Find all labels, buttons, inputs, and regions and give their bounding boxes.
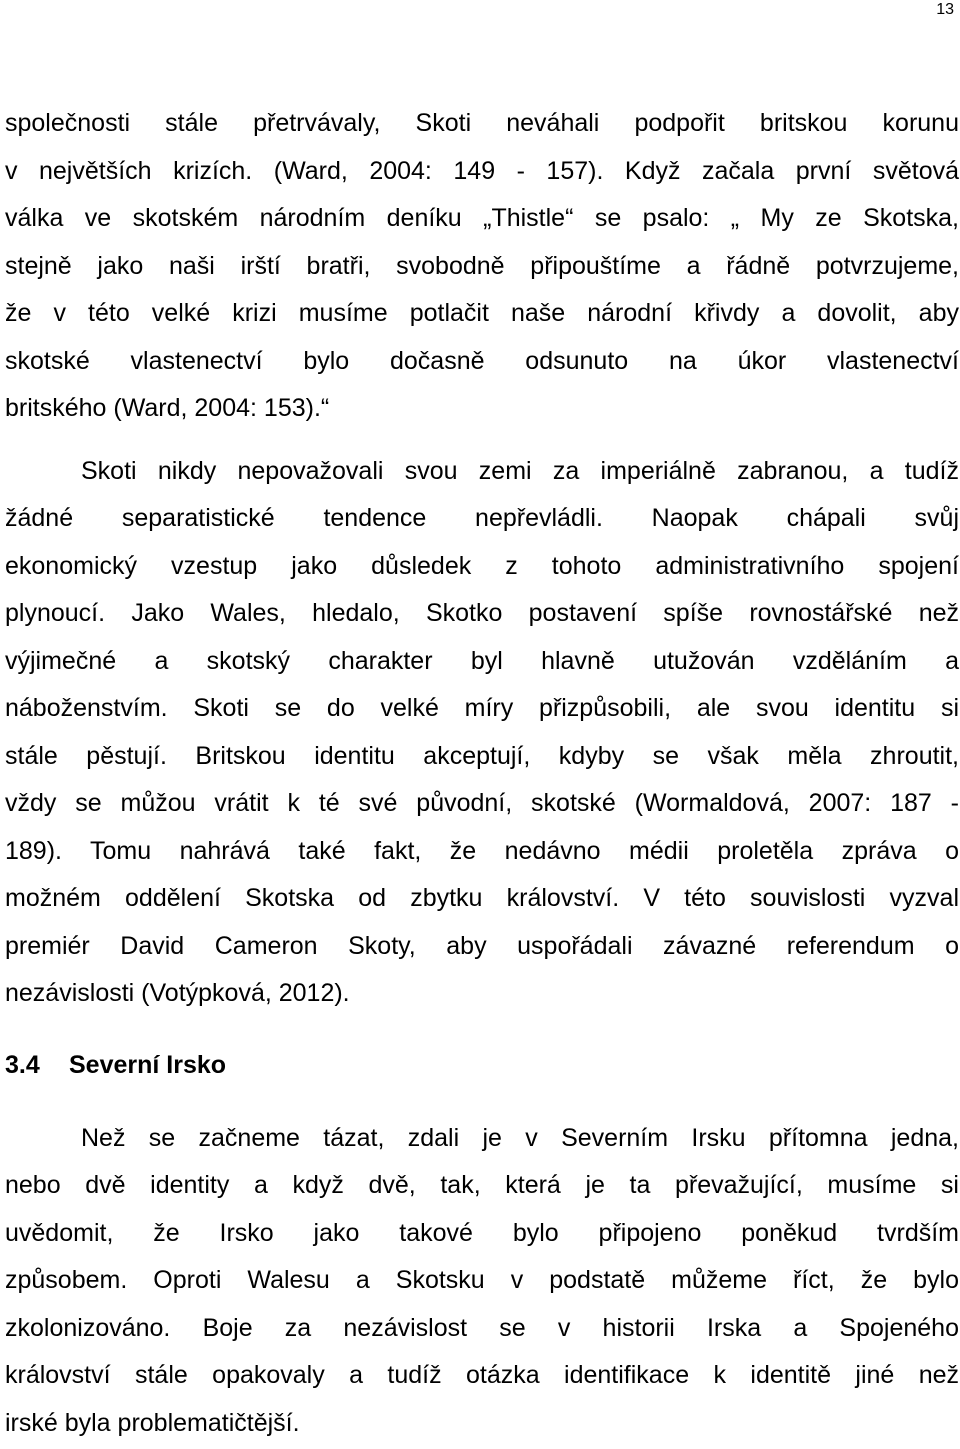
text-line: nebo dvě identity a když dvě, tak, která je ta převažující, musíme si (5, 1171, 959, 1199)
text-line: v největších krizích. (Ward, 2004: 149 - 157). Když začala první světová (5, 156, 959, 185)
paragraph-3 (5, 1115, 959, 1448)
text-line: že v této velké krizi musíme potlačit naše národní křivdy a dovolit, aby (5, 299, 959, 327)
text-line: náboženstvím. Skoti se do velké míry přizpůsobili, ale svou identitu si (5, 694, 959, 722)
text-line: irské byla problematičtější. (5, 1408, 300, 1437)
section-title: Severní Irsko (69, 1050, 227, 1079)
paragraph-gap (5, 433, 959, 448)
text-line: skotské vlastenectví bylo dočasně odsunuto na úkor vlastenectví (5, 346, 959, 375)
paragraph-1 (5, 100, 959, 433)
text-line: britského (Ward, 2004: 153).“ (5, 394, 330, 422)
section-heading (5, 1040, 959, 1090)
text-line: Než se začneme tázat, zdali je v Severním Irsku přítomna jedna, (81, 1123, 959, 1152)
text-line: Skoti nikdy nepovažovali svou zemi za imperiálně zabranou, a tudíž (81, 456, 959, 485)
section-number: 3.4 (5, 1050, 40, 1079)
text-line: stejně jako naši irští bratři, svobodně připouštíme a řádně potvrzujeme, (5, 251, 959, 280)
text-line: vždy se můžou vrátit k té své původní, skotské (Wormaldová, 2007: 187 - (5, 789, 959, 817)
text-line: zkolonizováno. Boje za nezávislost se v historii Irska a Spojeného (5, 1313, 959, 1342)
text-line: stále pěstují. Britskou identitu akceptují, kdyby se však měla zhroutit, (5, 741, 959, 770)
page-number: 13 (936, 1, 954, 18)
section-gap (5, 1018, 959, 1040)
text-line: plynoucí. Jako Wales, hledalo, Skotko postavení spíše rovnostářské než (5, 599, 959, 627)
text-line: válka ve skotském národním deníku „Thistle“ se psalo: „ My ze Skotska, (5, 204, 959, 232)
text-line: ekonomický vzestup jako důsledek z tohoto administrativního spojení (5, 551, 959, 580)
text-line: nezávislosti (Votýpková, 2012). (5, 979, 350, 1007)
text-line: 189). Tomu nahrává také fakt, že nedávno médii proletěla zpráva o (5, 836, 959, 865)
text-line: možném oddělení Skotska od zbytku království. V této souvislosti vyzval (5, 884, 959, 912)
document-body (5, 100, 959, 1447)
text-line: žádné separatistické tendence nepřevládli. Naopak chápali svůj (5, 504, 959, 532)
text-line: premiér David Cameron Skoty, aby uspořádali závazné referendum o (5, 931, 959, 960)
paragraph-2 (5, 448, 959, 1018)
text-line: království stále opakovaly a tudíž otázka identifikace k identitě jiné než (5, 1361, 959, 1389)
section-gap (5, 1090, 959, 1115)
text-line: způsobem. Oproti Walesu a Skotsku v podstatě můžeme říct, že bylo (5, 1266, 959, 1294)
text-line: výjimečné a skotský charakter byl hlavně utužován vzděláním a (5, 646, 959, 675)
text-line: uvědomit, že Irsko jako takové bylo připojeno poněkud tvrdším (5, 1218, 959, 1247)
text-line: společnosti stále přetrvávaly, Skoti neváhali podpořit britskou korunu (5, 109, 959, 137)
